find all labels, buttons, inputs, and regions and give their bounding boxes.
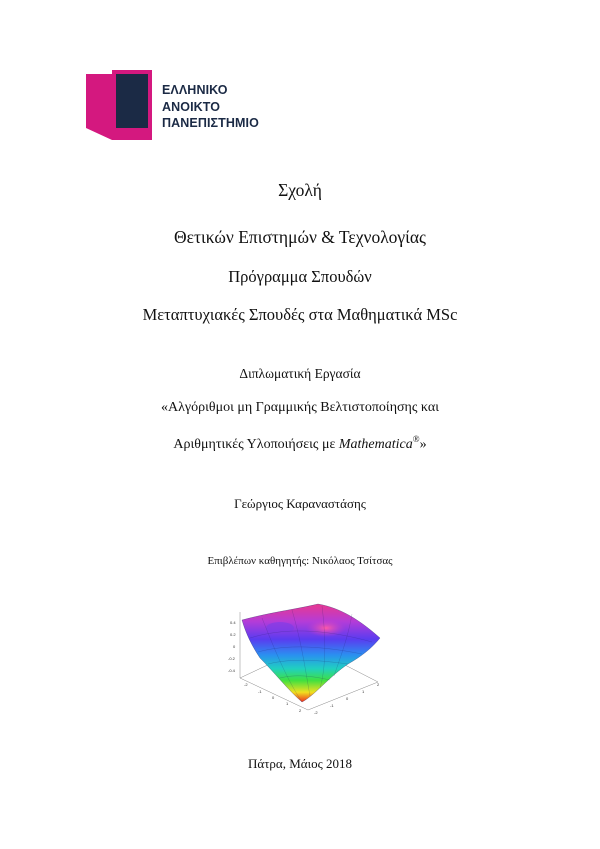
y-tick: -2 xyxy=(314,710,318,715)
z-tick: 0.4 xyxy=(230,620,236,625)
surface-plot-figure xyxy=(222,598,394,720)
university-logo xyxy=(86,70,286,142)
y-tick: -1 xyxy=(330,703,334,708)
y-tick: 2 xyxy=(377,682,380,687)
logo-mark-icon xyxy=(86,70,152,140)
author-name: Γεώργιος Καραναστάσης xyxy=(234,496,366,511)
degree-heading: Μεταπτυχιακές Σπουδές στα Μαθηματικά MSc xyxy=(142,305,458,324)
x-tick: -2 xyxy=(244,682,248,687)
z-tick: -0.2 xyxy=(228,656,235,661)
logo-line-1: ΕΛΛΗΝΙΚΟ xyxy=(162,83,228,97)
y-tick: 0 xyxy=(346,696,349,701)
registered-mark: ® xyxy=(412,434,420,444)
document-type: Διπλωματική Εργασία xyxy=(239,366,361,381)
surface-mesh xyxy=(242,604,380,702)
title-line-2-prefix: Αριθμητικές Υλοποιήσεις με xyxy=(173,437,339,452)
z-tick: -0.4 xyxy=(228,668,235,673)
school-heading: Σχολή xyxy=(278,180,322,200)
title-software-name: Mathematica xyxy=(338,437,413,452)
x-tick: -1 xyxy=(258,689,262,694)
place-and-date: Πάτρα, Μάιος 2018 xyxy=(248,756,352,771)
y-tick: 1 xyxy=(362,689,365,694)
logo-line-2: ΑΝΟΙΚΤΟ xyxy=(162,99,221,114)
logo-line-3: ΠΑΝΕΠΙΣΤΗΜΙΟ xyxy=(162,116,259,130)
title-line-2-suffix: » xyxy=(419,437,427,452)
faculty-heading: Θετικών Επιστημών & Τεχνολογίας xyxy=(174,227,426,247)
logo-wordmark xyxy=(162,82,259,132)
programme-heading: Πρόγραμμα Σπουδών xyxy=(228,267,372,286)
thesis-title-line-1: «Αλγόριθμοι μη Γραμμικής Βελτιστοποίησης και xyxy=(161,400,439,415)
supervisor-line: Επιβλέπων καθηγητής: Νικόλαος Τσίτσας xyxy=(207,555,393,567)
x-tick: 2 xyxy=(299,708,302,713)
z-tick: 0 xyxy=(233,644,236,649)
x-tick: 0 xyxy=(272,695,275,700)
z-tick: 0.2 xyxy=(230,632,236,637)
x-tick: 1 xyxy=(286,701,289,706)
thesis-title-line-2 xyxy=(0,434,600,453)
